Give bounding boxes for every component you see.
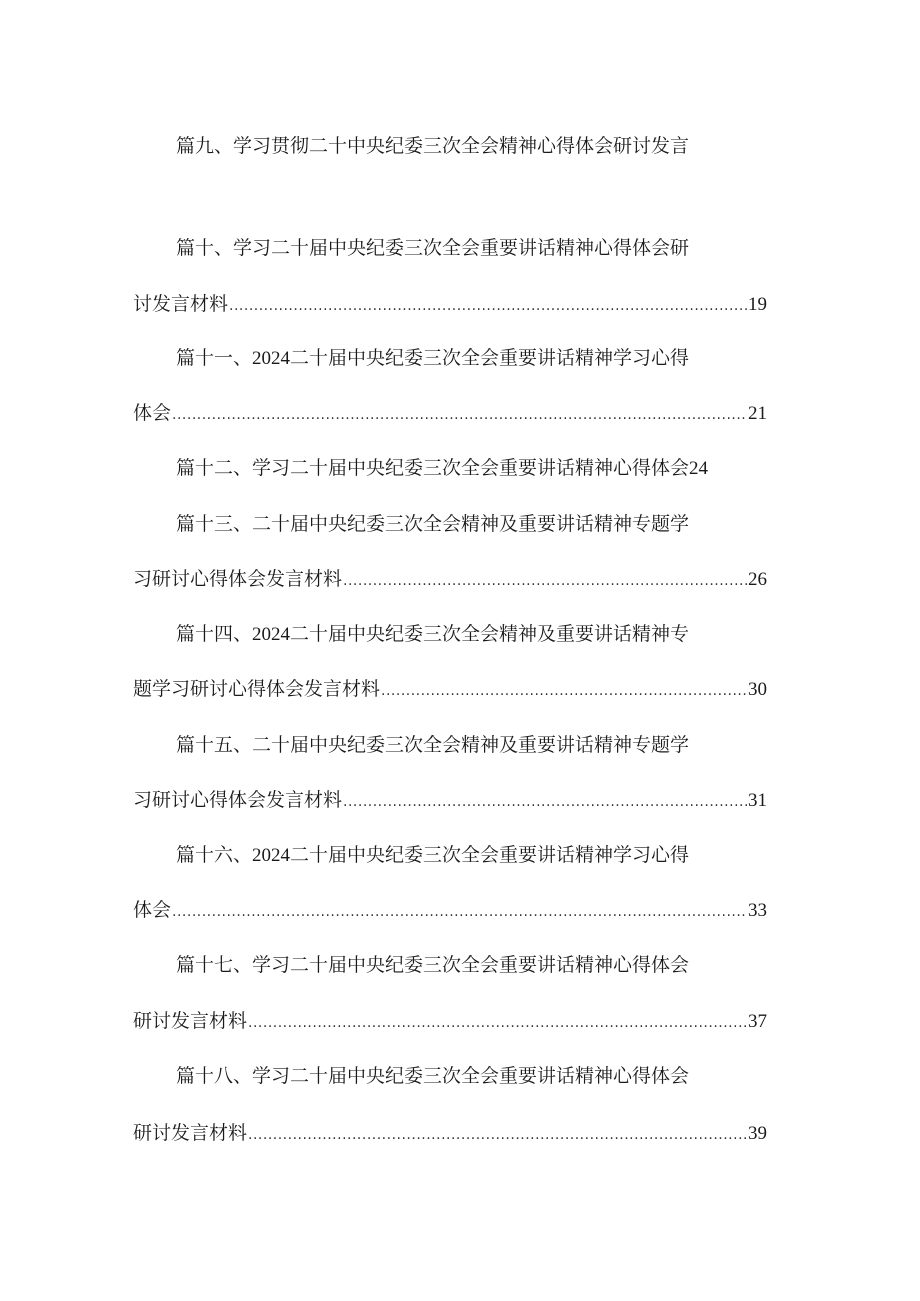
toc-entry-17-text-cont: 研讨发言材料 xyxy=(133,1010,248,1032)
toc-entry-18-text: 篇十八、学习二十届中央纪委三次全会重要讲话精神心得体会 xyxy=(176,1065,690,1087)
toc-entry-10-page: 19 xyxy=(748,294,767,315)
toc-entry-14-text-b: 二十届中央纪委三次全会精神及重要讲话精神专 xyxy=(290,623,690,645)
dot-leader xyxy=(172,400,747,428)
toc-entry-16-text-cont: 体会 xyxy=(133,899,172,921)
toc-entry-10-title[interactable] xyxy=(176,233,767,263)
toc-entry-16-continuation[interactable] xyxy=(133,895,767,925)
toc-entry-18-continuation[interactable] xyxy=(133,1118,767,1148)
toc-entry-11-text-a: 篇十一、 xyxy=(176,347,253,369)
toc-entry-14-text-cont: 题学习研讨心得体会发言材料 xyxy=(133,678,381,700)
toc-entry-16-text-a: 篇十六、 xyxy=(176,844,253,866)
toc-entry-18-title[interactable] xyxy=(176,1061,767,1091)
toc-entry-16-year: 2024 xyxy=(252,845,291,866)
toc-entry-16-page: 33 xyxy=(748,900,767,921)
toc-entry-13-title[interactable] xyxy=(176,509,767,539)
toc-entry-13-text: 篇十三、二十届中央纪委三次全会精神及重要讲话精神专题学 xyxy=(176,513,690,535)
dot-leader xyxy=(343,566,747,594)
toc-entry-11-title[interactable] xyxy=(176,343,767,373)
toc-entry-11-text-b: 二十届中央纪委三次全会重要讲话精神学习心得 xyxy=(290,347,690,369)
toc-entry-15-page: 31 xyxy=(748,790,767,811)
toc-entry-14-title[interactable] xyxy=(176,619,767,649)
toc-entry-18-page: 39 xyxy=(748,1123,767,1144)
dot-leader xyxy=(381,676,747,704)
toc-entry-15-continuation[interactable] xyxy=(133,785,767,815)
toc-entry-11-text-cont: 体会 xyxy=(133,402,172,424)
dot-leader xyxy=(343,787,747,815)
toc-entry-13-text-cont: 习研讨心得体会发言材料 xyxy=(133,568,343,590)
toc-entry-14-page: 30 xyxy=(748,679,767,700)
toc-entry-12-title[interactable] xyxy=(176,453,767,483)
toc-entry-11-page: 21 xyxy=(748,403,767,424)
toc-entry-14-continuation[interactable] xyxy=(133,674,767,704)
toc-entry-13-continuation[interactable] xyxy=(133,564,767,594)
toc-entry-17-page: 37 xyxy=(748,1011,767,1032)
toc-entry-14-text-a: 篇十四、 xyxy=(176,623,253,645)
toc-entry-9-text: 篇九、学习贯彻二十中央纪委三次全会精神心得体会研讨发言 xyxy=(176,135,690,157)
toc-entry-12-text: 篇十二、学习二十届中央纪委三次全会重要讲话精神心得体会 xyxy=(176,457,690,479)
toc-entry-10-text: 篇十、学习二十届中央纪委三次全会重要讲话精神心得体会研 xyxy=(176,237,690,259)
dot-leader xyxy=(248,1008,747,1036)
toc-entry-16-text-b: 二十届中央纪委三次全会重要讲话精神学习心得 xyxy=(290,844,690,866)
toc-entry-15-text-cont: 习研讨心得体会发言材料 xyxy=(133,789,343,811)
toc-entry-17-title[interactable] xyxy=(176,950,767,980)
toc-entry-13-page: 26 xyxy=(748,569,767,590)
toc-entry-14-year: 2024 xyxy=(252,624,291,645)
toc-entry-17-text: 篇十七、学习二十届中央纪委三次全会重要讲话精神心得体会 xyxy=(176,954,690,976)
toc-entry-10-continuation[interactable] xyxy=(133,289,767,319)
toc-entry-10-text-cont: 讨发言材料 xyxy=(133,293,229,315)
toc-entry-9-title[interactable] xyxy=(176,131,767,161)
toc-entry-16-title[interactable] xyxy=(176,840,767,870)
toc-entry-18-text-cont: 研讨发言材料 xyxy=(133,1122,248,1144)
toc-entry-11-continuation[interactable] xyxy=(133,398,767,428)
toc-entry-17-continuation[interactable] xyxy=(133,1006,767,1036)
toc-entry-15-text: 篇十五、二十届中央纪委三次全会精神及重要讲话精神专题学 xyxy=(176,734,690,756)
dot-leader xyxy=(248,1120,747,1148)
dot-leader xyxy=(172,897,747,925)
dot-leader xyxy=(229,291,747,319)
toc-entry-15-title[interactable] xyxy=(176,730,767,760)
toc-entry-12-page: 24 xyxy=(689,458,709,479)
toc-entry-11-year: 2024 xyxy=(252,348,291,369)
